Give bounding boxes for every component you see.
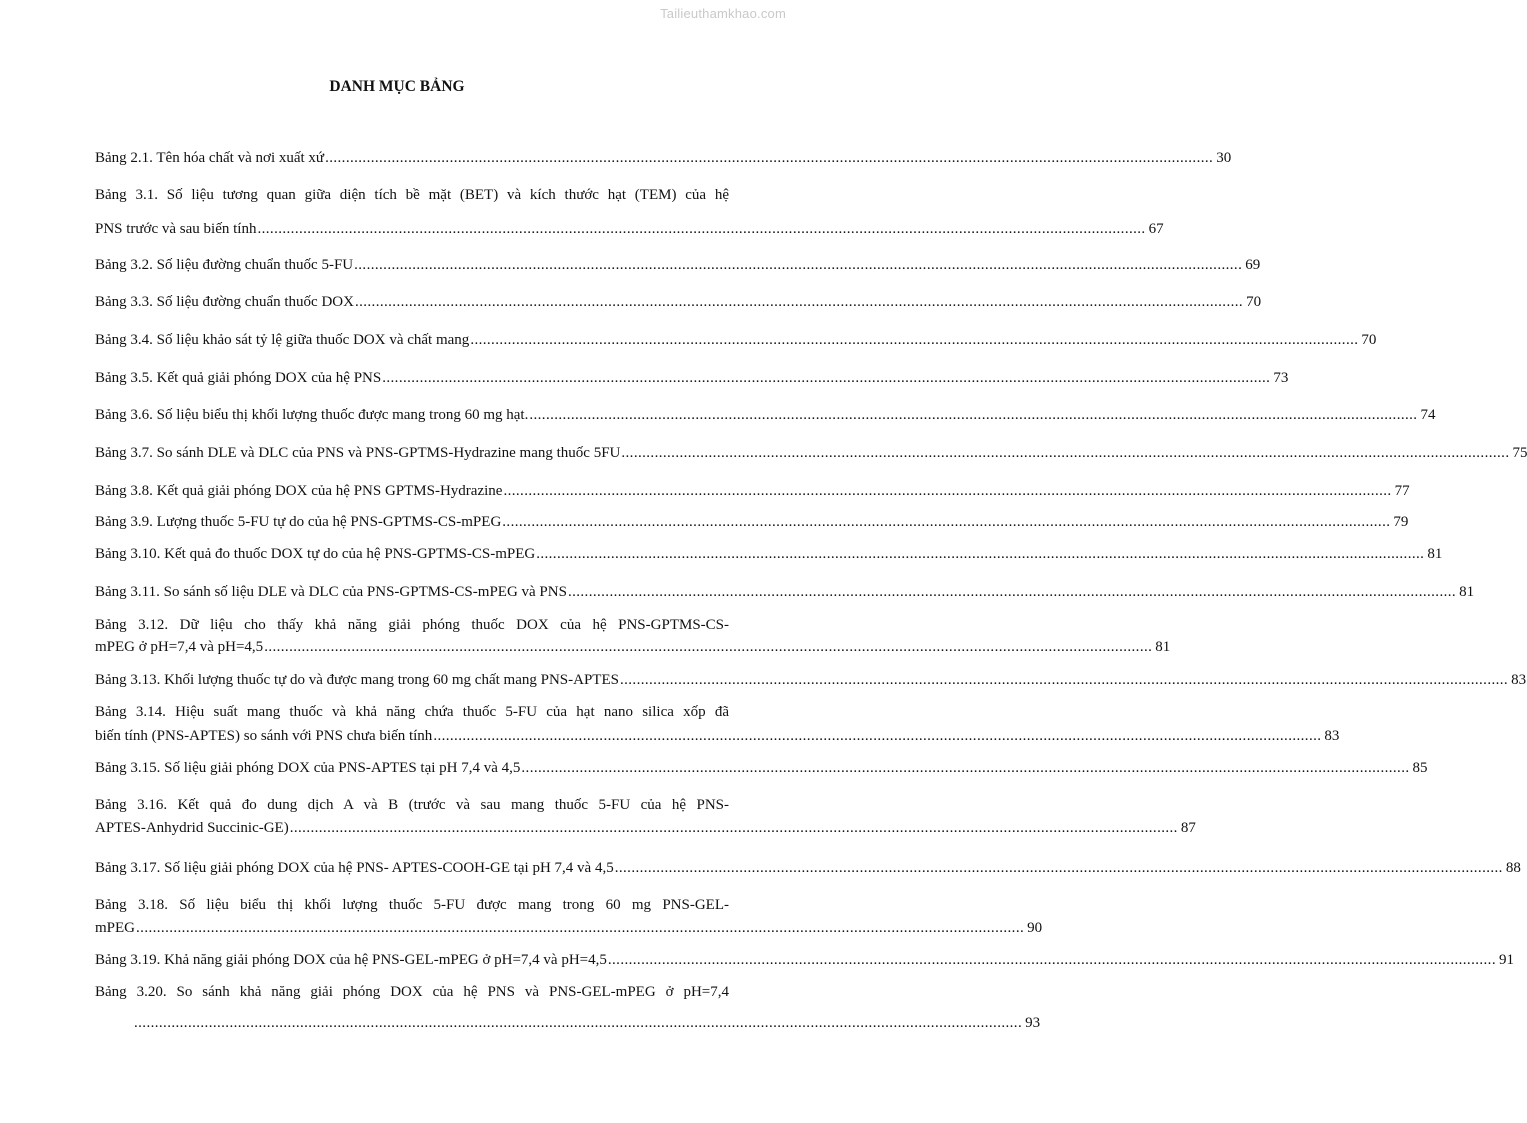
page-number: 77 <box>1394 483 1410 499</box>
entry-title: mPEG <box>95 920 136 936</box>
entry-title: Bảng 3.11. So sánh số liệu DLE và DLC của PNS-GPTMS-CS-mPEG và PNS <box>95 584 567 600</box>
page-number: 90 <box>1027 920 1043 936</box>
entry-title: Bảng 3.17. Số liệu giải phóng DOX của hệ PNS- APTES-COOH-GE tại pH 7,4 và 4,5 <box>95 860 614 876</box>
page-number: 91 <box>1498 952 1514 968</box>
page-number: 83 <box>1324 728 1340 744</box>
dot-leader <box>502 515 1390 530</box>
toc-entry[interactable] <box>95 483 1410 499</box>
page-number: 67 <box>1148 221 1164 237</box>
dot-leader <box>433 729 1321 744</box>
toc-entry[interactable] <box>95 150 1232 166</box>
entry-title: Bảng 3.4. Số liệu khảo sát tỷ lệ giữa thuốc DOX và chất mang <box>95 332 470 348</box>
entry-title-line1: Bảng 3.12. Dữ liệu cho thấy khả năng giải phóng thuốc DOX của hệ PNS-GPTMS-CS- <box>95 617 729 633</box>
dot-leader <box>621 446 1509 461</box>
toc-entry[interactable] <box>95 546 1443 562</box>
entry-title: PNS trước và sau biến tính <box>95 221 257 237</box>
dot-leader <box>568 585 1456 600</box>
page-number: 81 <box>1155 639 1171 655</box>
dot-leader <box>257 222 1145 237</box>
dot-leader <box>325 151 1213 166</box>
toc-entry[interactable] <box>95 445 1527 461</box>
dot-leader <box>620 673 1508 688</box>
dot-leader <box>608 953 1496 968</box>
page-number: 88 <box>1505 860 1521 876</box>
toc-entry[interactable] <box>95 257 1261 273</box>
entry-title: Bảng 3.8. Kết quả giải phóng DOX của hệ PNS GPTMS-Hydrazine <box>95 483 503 499</box>
entry-title-line1: Bảng 3.16. Kết quả đo dung dịch A và B (trước và sau mang thuốc 5-FU của hệ PNS- <box>95 797 729 813</box>
page-number: 81 <box>1459 584 1475 600</box>
dot-leader <box>503 484 1391 499</box>
toc-entry[interactable] <box>95 897 1043 936</box>
entry-title: Bảng 2.1. Tên hóa chất và nơi xuất xứ <box>95 150 325 166</box>
entry-title: biến tính (PNS-APTES) so sánh với PNS chưa biến tính <box>95 728 433 744</box>
page-number: 75 <box>1512 445 1527 461</box>
page-number: 85 <box>1412 760 1428 776</box>
entry-title: Bảng 3.15. Số liệu giải phóng DOX của PNS-APTES tại pH 7,4 và 4,5 <box>95 760 521 776</box>
toc-entry[interactable] <box>95 760 1428 776</box>
entry-title: Bảng 3.5. Kết quả giải phóng DOX của hệ PNS <box>95 370 382 386</box>
page-number: 70 <box>1246 294 1262 310</box>
dot-leader <box>615 861 1503 876</box>
page-number: 83 <box>1511 672 1527 688</box>
dot-leader <box>264 640 1152 655</box>
entry-title-line1: Bảng 3.20. So sánh khả năng giải phóng DOX của hệ PNS và PNS-GEL-mPEG ở pH=7,4 <box>95 984 729 1000</box>
page-number: 69 <box>1245 257 1261 273</box>
entry-title-line1: Bảng 3.1. Số liệu tương quan giữa diện tích bề mặt (BET) và kích thước hạt (TEM) của hệ <box>95 187 729 203</box>
entry-title: Bảng 3.19. Khả năng giải phóng DOX của hệ PNS-GEL-mPEG ở pH=7,4 và pH=4,5 <box>95 952 607 968</box>
page-number: 74 <box>1420 407 1436 423</box>
dot-leader <box>354 258 1242 273</box>
dot-leader <box>521 761 1409 776</box>
dot-leader <box>136 921 1024 936</box>
entry-title: Bảng 3.13. Khối lượng thuốc tự do và được mang trong 60 mg chất mang PNS-APTES <box>95 672 619 688</box>
page-title: DANH MỤC BẢNG <box>329 78 465 95</box>
toc-entry[interactable] <box>95 952 1514 968</box>
entry-title: Bảng 3.6. Số liệu biểu thị khối lượng thuốc được mang trong 60 mg hạt. <box>95 407 529 423</box>
dot-leader <box>382 371 1270 386</box>
page-number: 30 <box>1216 150 1232 166</box>
toc-entry[interactable] <box>95 860 1521 876</box>
dot-leader <box>470 333 1358 348</box>
dot-leader <box>355 295 1243 310</box>
toc-entry[interactable] <box>95 407 1436 423</box>
entry-title: Bảng 3.3. Số liệu đường chuẩn thuốc DOX <box>95 294 354 310</box>
page-number: 70 <box>1361 332 1377 348</box>
entry-title: Bảng 3.10. Kết quả đo thuốc DOX tự do của hệ PNS-GPTMS-CS-mPEG <box>95 546 536 562</box>
dot-leader <box>529 408 1417 423</box>
toc-entry[interactable] <box>95 617 1171 655</box>
page-number: 87 <box>1180 820 1196 836</box>
toc-entry[interactable] <box>95 584 1475 600</box>
page-number: 93 <box>1025 1015 1041 1031</box>
page-number: 79 <box>1393 514 1409 530</box>
dot-leader <box>134 1016 1022 1031</box>
toc-entry[interactable] <box>95 370 1289 386</box>
toc-entry[interactable] <box>95 672 1527 688</box>
entry-title: Bảng 3.9. Lượng thuốc 5-FU tự do của hệ PNS-GPTMS-CS-mPEG <box>95 514 502 530</box>
dot-leader <box>536 547 1424 562</box>
toc-entry[interactable] <box>95 514 1409 530</box>
toc-entry[interactable] <box>95 332 1377 348</box>
entry-title: Bảng 3.2. Số liệu đường chuẩn thuốc 5-FU <box>95 257 354 273</box>
entry-title-line1: Bảng 3.18. Số liệu biểu thị khối lượng thuốc 5-FU được mang trong 60 mg PNS-GEL- <box>95 897 729 913</box>
page-number: 73 <box>1273 370 1289 386</box>
toc-entry[interactable] <box>95 187 1164 237</box>
dot-leader <box>290 821 1178 836</box>
watermark: Tailieuthamkhao.com <box>660 6 786 21</box>
entry-title-line1: Bảng 3.14. Hiệu suất mang thuốc và khả năng chứa thuốc 5-FU của hạt nano silica xốp đã <box>95 704 729 720</box>
toc-entry[interactable] <box>95 294 1262 310</box>
toc-entry[interactable] <box>95 704 1340 744</box>
entry-title: APTES-Anhydrid Succinic-GE) <box>95 820 289 836</box>
entry-title: mPEG ở pH=7,4 và pH=4,5 <box>95 639 264 655</box>
page-number: 81 <box>1427 546 1443 562</box>
toc-entry[interactable] <box>95 797 1196 836</box>
entry-title: Bảng 3.7. So sánh DLE và DLC của PNS và PNS-GPTMS-Hydrazine mang thuốc 5FU <box>95 445 621 461</box>
toc-entry[interactable] <box>95 984 1041 1031</box>
